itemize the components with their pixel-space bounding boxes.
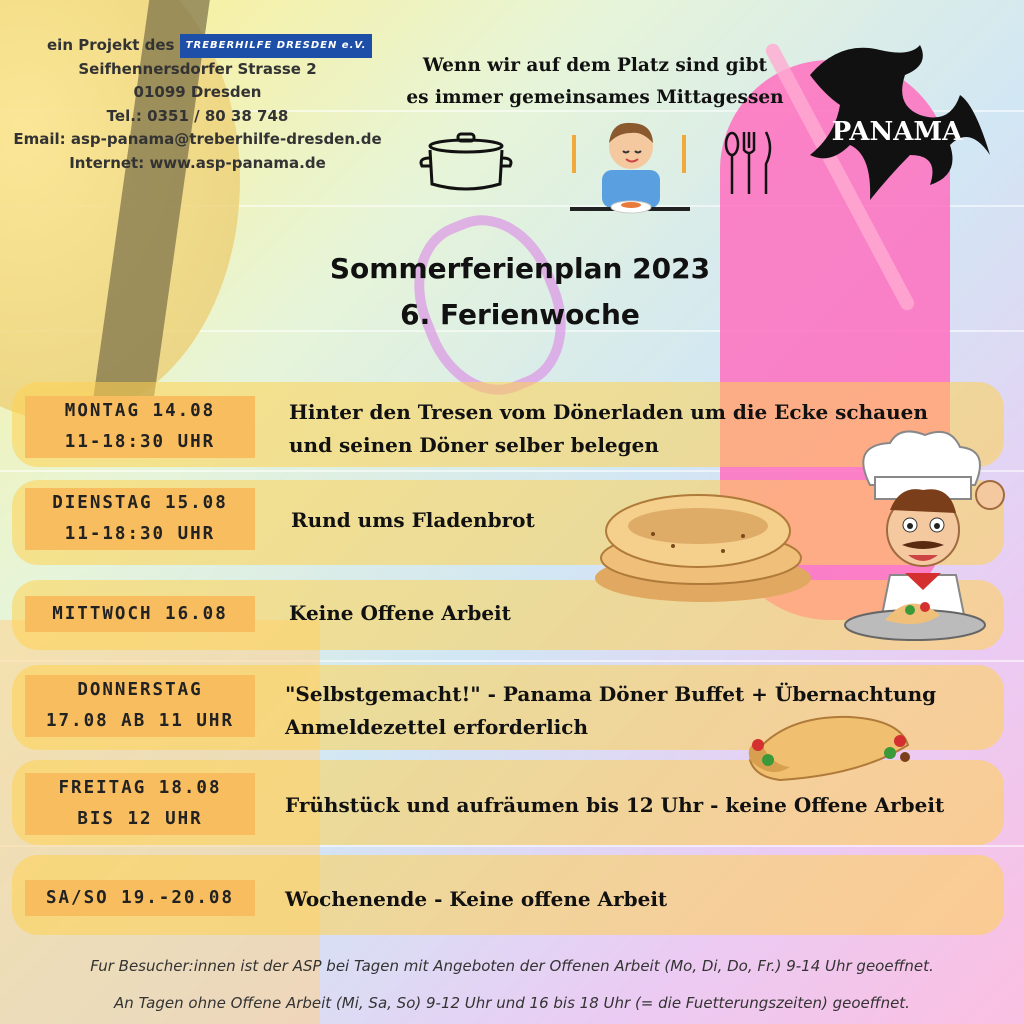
- child-eating-icon: [560, 115, 700, 220]
- phone-number: Tel.: 0351 / 80 38 748: [106, 106, 289, 125]
- day-label: DONNERSTAG: [77, 680, 203, 700]
- title-line2: 6. Ferienwoche: [400, 298, 640, 331]
- panama-logo-text: PANAMA: [831, 117, 963, 147]
- page-title: [230, 246, 810, 338]
- activity-description: [291, 504, 535, 537]
- lunch-note-line1: Wenn wir auf dem Platz sind gibt: [422, 55, 768, 76]
- treberhilfe-logo: TREBERHILFE DRESDEN e.V.: [180, 34, 373, 58]
- day-label: DIENSTAG 15.08: [52, 493, 228, 513]
- day-label: MONTAG 14.08: [64, 401, 216, 421]
- day-time: 11-18:30 UHR: [64, 524, 216, 544]
- day-time: 17.08 AB 11 UHR: [45, 711, 235, 731]
- title-line1: Sommerferienplan 2023: [329, 252, 711, 285]
- day-label: FREITAG 18.08: [58, 778, 222, 798]
- day-badge: [25, 773, 255, 835]
- day-label: SA/SO 19.-20.08: [45, 888, 235, 908]
- city-address: 01099 Dresden: [133, 83, 262, 101]
- day-time: BIS 12 UHR: [77, 809, 203, 829]
- activity-description: [285, 789, 944, 822]
- activity-description: [285, 883, 667, 916]
- flatbread-image: [593, 486, 813, 606]
- chef-mascot-image: [840, 425, 1005, 650]
- day-badge: [25, 596, 255, 632]
- project-prefix: ein Projekt des: [47, 36, 175, 54]
- day-badge: [25, 396, 255, 458]
- footer-line2: An Tagen ohne Offene Arbeit (Mi, Sa, So) 9-12 Uhr und 16 bis 18 Uhr (= die Fuetterungszeiten) geoeffnet.: [114, 994, 910, 1012]
- day-time: 11-18:30 UHR: [64, 432, 216, 452]
- activity-line1: Hinter den Tresen vom Dönerladen um die Ecke schauen: [289, 400, 928, 424]
- panama-logo: [800, 35, 995, 205]
- activity-line1: Keine Offene Arbeit: [289, 601, 511, 625]
- cooking-pot-icon: [418, 132, 514, 194]
- activity-line1: Frühstück und aufräumen bis 12 Uhr - keine Offene Arbeit: [285, 793, 945, 817]
- lunch-note-line2: es immer gemeinsames Mittagessen: [406, 87, 784, 108]
- doner-wrap-image: [740, 705, 915, 785]
- organisation-info: [0, 34, 395, 175]
- lunch-note: [390, 50, 800, 114]
- activity-line2: Anmeldezettel erforderlich: [285, 715, 588, 739]
- day-label: MITTWOCH 16.08: [52, 604, 228, 624]
- street-address: Seifhennersdorfer Strasse 2: [78, 59, 317, 78]
- footer-line1: Fur Besucher:innen ist der ASP bei Tagen mit Angeboten der Offenen Arbeit (Mo, Di, Do, Fr.) 9-14 Uhr geoeffnet.: [90, 957, 934, 975]
- day-badge: [25, 488, 255, 550]
- activity-description: [289, 396, 928, 462]
- activity-description: [289, 597, 511, 630]
- opening-hours-note: [0, 948, 1024, 1022]
- activity-line1: "Selbstgemacht!" - Panama Döner Buffet + Übernachtung: [285, 682, 937, 706]
- activity-line1: Rund ums Fladenbrot: [291, 508, 535, 532]
- activity-line1: Wochenende - Keine offene Arbeit: [285, 887, 668, 911]
- day-badge: [25, 675, 255, 737]
- cutlery-icon: [722, 128, 776, 198]
- day-badge: [25, 880, 255, 916]
- email-address: Email: asp-panama@treberhilfe-dresden.de: [13, 130, 382, 148]
- project-line: [0, 34, 395, 58]
- website-address: Internet: www.asp-panama.de: [69, 153, 326, 172]
- activity-line2: und seinen Döner selber belegen: [289, 433, 659, 457]
